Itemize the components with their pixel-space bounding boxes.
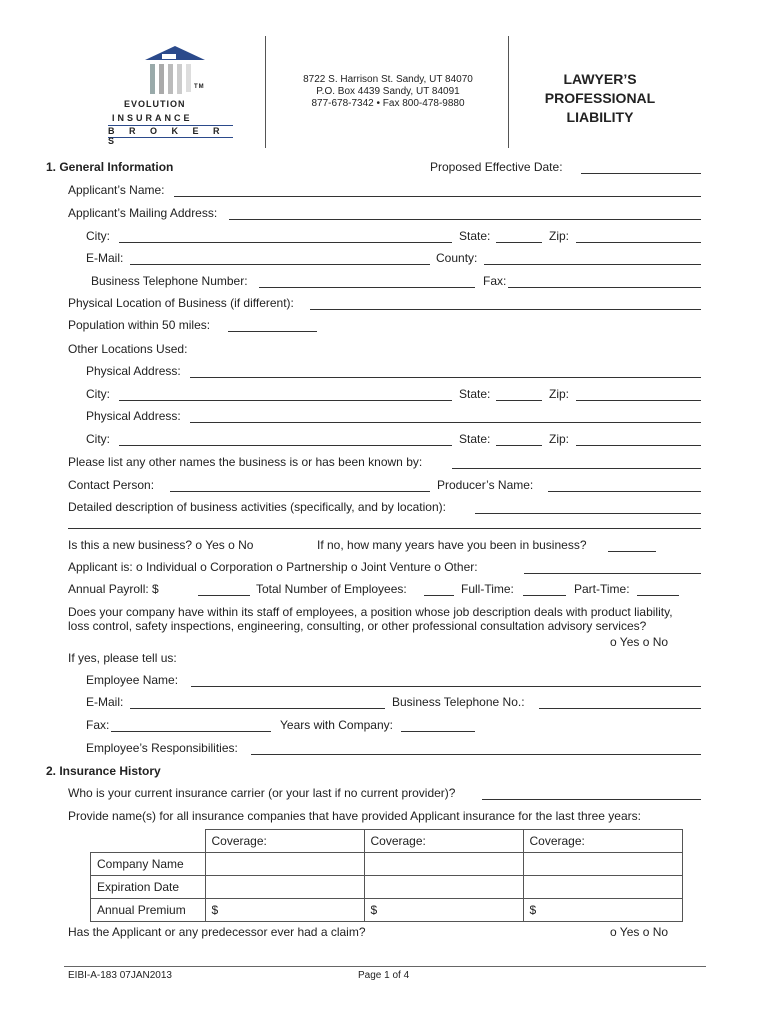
population-label: Population within 50 miles: <box>68 318 211 332</box>
city-1-field[interactable] <box>119 400 452 401</box>
provide-names-label: Provide name(s) for all insurance companies that have provided Applicant insurance for the last three years: <box>68 809 641 823</box>
footer-divider <box>64 966 706 967</box>
title-line-3: LIABILITY <box>566 109 634 125</box>
address-line-2: P.O. Box 4439 Sandy, UT 84091 <box>316 86 460 97</box>
contact-person-label: Contact Person: <box>68 478 155 492</box>
annual-payroll-label: Annual Payroll: $ <box>68 582 159 596</box>
population-field[interactable] <box>228 331 317 332</box>
table-corner <box>91 830 206 853</box>
phone-fax-line: 877-678-7342 • Fax 800-478-9880 <box>311 98 465 109</box>
other-locations-label: Other Locations Used: <box>68 342 188 356</box>
fax-field[interactable] <box>508 287 701 288</box>
expiration-cell-2[interactable] <box>364 876 523 899</box>
other-names-field[interactable] <box>452 468 701 469</box>
city-2-field[interactable] <box>119 445 452 446</box>
table-row <box>91 899 683 922</box>
employee-name-field[interactable] <box>191 686 701 687</box>
producer-name-label: Producer’s Name: <box>437 478 534 492</box>
logo-line-1: EVOLUTION <box>124 99 186 109</box>
claim-yes-no[interactable]: o Yes o No <box>610 925 669 939</box>
total-employees-field[interactable] <box>424 595 454 596</box>
coverage-header-2: Coverage: <box>364 830 523 853</box>
years-with-company-field[interactable] <box>401 731 475 732</box>
proposed-date-field[interactable] <box>581 173 701 174</box>
address-line-1: 8722 S. Harrison St. Sandy, UT 84070 <box>303 74 473 85</box>
coverage-header-3: Coverage: <box>523 830 682 853</box>
section-1-heading: 1. General Information <box>46 160 174 174</box>
header-divider-2 <box>508 36 509 148</box>
description-field-1[interactable] <box>475 513 701 514</box>
current-carrier-field[interactable] <box>482 799 701 800</box>
full-time-label: Full-Time: <box>461 582 514 596</box>
fax-label: Fax: <box>483 274 507 288</box>
row-label-expiration: Expiration Date <box>91 876 206 899</box>
zip-field[interactable] <box>576 242 701 243</box>
applicant-name-field[interactable] <box>174 196 701 197</box>
state-1-field[interactable] <box>496 400 542 401</box>
description-field-2[interactable] <box>68 528 701 529</box>
address-block <box>278 74 498 110</box>
premium-cell-2[interactable]: $ <box>364 899 523 922</box>
table-row <box>91 853 683 876</box>
business-phone-label: Business Telephone Number: <box>91 274 248 288</box>
employee-name-label: Employee Name: <box>86 673 179 687</box>
logo-line-2: INSURANCE <box>112 113 193 123</box>
city-1-label: City: <box>86 387 110 401</box>
employee-fax-field[interactable] <box>111 731 271 732</box>
insurance-history-table <box>90 829 683 922</box>
staff-yes-no[interactable]: o Yes o No <box>610 635 669 649</box>
physical-address-2-label: Physical Address: <box>86 409 181 423</box>
employee-phone-field[interactable] <box>539 708 701 709</box>
responsibilities-field[interactable] <box>251 754 701 755</box>
state-field[interactable] <box>496 242 542 243</box>
expiration-cell-3[interactable] <box>523 876 682 899</box>
city-2-label: City: <box>86 432 110 446</box>
physical-location-field[interactable] <box>310 309 701 310</box>
company-cell-2[interactable] <box>364 853 523 876</box>
form-title <box>515 70 685 127</box>
trademark: TM <box>194 84 205 90</box>
business-phone-field[interactable] <box>259 287 475 288</box>
section-2-heading: 2. Insurance History <box>46 764 161 778</box>
applicant-other-field[interactable] <box>524 573 701 574</box>
employee-phone-label: Business Telephone No.: <box>392 695 525 709</box>
county-field[interactable] <box>484 264 701 265</box>
description-label: Detailed description of business activities (specifically, and by location): <box>68 500 446 514</box>
if-yes-label: If yes, please tell us: <box>68 651 177 665</box>
part-time-label: Part-Time: <box>574 582 630 596</box>
employee-email-field[interactable] <box>130 708 385 709</box>
zip-2-field[interactable] <box>576 445 701 446</box>
city-label: City: <box>86 229 110 243</box>
applicant-type-options[interactable]: Applicant is: o Individual o Corporation o Partnership o Joint Venture o Other: <box>68 560 478 574</box>
mailing-address-field[interactable] <box>229 219 701 220</box>
title-line-1: LAWYER’S <box>563 71 637 87</box>
premium-cell-1[interactable]: $ <box>205 899 364 922</box>
mailing-address-label: Applicant’s Mailing Address: <box>68 206 218 220</box>
other-names-label: Please list any other names the business is or has been known by: <box>68 455 423 469</box>
row-label-premium: Annual Premium <box>91 899 206 922</box>
title-line-2: PROFESSIONAL <box>544 90 656 106</box>
page-number: Page 1 of 4 <box>358 970 410 981</box>
years-in-business-label: If no, how many years have you been in business? <box>317 538 587 552</box>
state-2-label: State: <box>459 432 491 446</box>
city-field[interactable] <box>119 242 452 243</box>
zip-1-field[interactable] <box>576 400 701 401</box>
employee-fax-label: Fax: <box>86 718 110 732</box>
table-header-row <box>91 830 683 853</box>
table-row <box>91 876 683 899</box>
header-divider-1 <box>265 36 266 148</box>
state-1-label: State: <box>459 387 491 401</box>
proposed-date-label: Proposed Effective Date: <box>430 160 563 174</box>
email-label: E-Mail: <box>86 251 124 265</box>
new-business-question[interactable]: Is this a new business? o Yes o No <box>68 538 254 552</box>
annual-payroll-field[interactable] <box>198 595 250 596</box>
producer-name-field[interactable] <box>548 491 701 492</box>
company-cell-1[interactable] <box>205 853 364 876</box>
row-label-company: Company Name <box>91 853 206 876</box>
zip-1-label: Zip: <box>549 387 570 401</box>
premium-cell-3[interactable]: $ <box>523 899 682 922</box>
physical-address-1-label: Physical Address: <box>86 364 181 378</box>
coverage-header-1: Coverage: <box>205 830 364 853</box>
full-time-field[interactable] <box>523 595 566 596</box>
claim-question: Has the Applicant or any predecessor ever had a claim? <box>68 925 366 939</box>
state-2-field[interactable] <box>496 445 542 446</box>
zip-label: Zip: <box>549 229 570 243</box>
email-field[interactable] <box>130 264 430 265</box>
building-logo-icon <box>140 46 210 98</box>
responsibilities-label: Employee’s Responsibilities: <box>86 741 238 755</box>
employee-email-label: E-Mail: <box>86 695 124 709</box>
county-label: County: <box>436 251 478 265</box>
years-with-company-label: Years with Company: <box>280 718 393 732</box>
zip-2-label: Zip: <box>549 432 570 446</box>
years-in-business-field[interactable] <box>608 551 656 552</box>
physical-address-2-field[interactable] <box>190 422 701 423</box>
company-cell-3[interactable] <box>523 853 682 876</box>
physical-location-label: Physical Location of Business (if different): <box>68 296 294 310</box>
total-employees-label: Total Number of Employees: <box>256 582 407 596</box>
state-label: State: <box>459 229 491 243</box>
physical-address-1-field[interactable] <box>190 377 701 378</box>
contact-person-field[interactable] <box>170 491 430 492</box>
staff-question: Does your company have within its staff of employees, a position whose job description deals with product liability, loss control, safety inspections, engineering, consulting, or other professional consultation advisory services? <box>68 605 673 633</box>
part-time-field[interactable] <box>637 595 679 596</box>
logo-line-3: B R O K E R S <box>108 125 233 138</box>
expiration-cell-1[interactable] <box>205 876 364 899</box>
applicant-name-label: Applicant’s Name: <box>68 183 165 197</box>
current-carrier-label: Who is your current insurance carrier (or your last if no current provider)? <box>68 786 456 800</box>
form-id: EIBI-A-183 07JAN2013 <box>68 970 172 981</box>
